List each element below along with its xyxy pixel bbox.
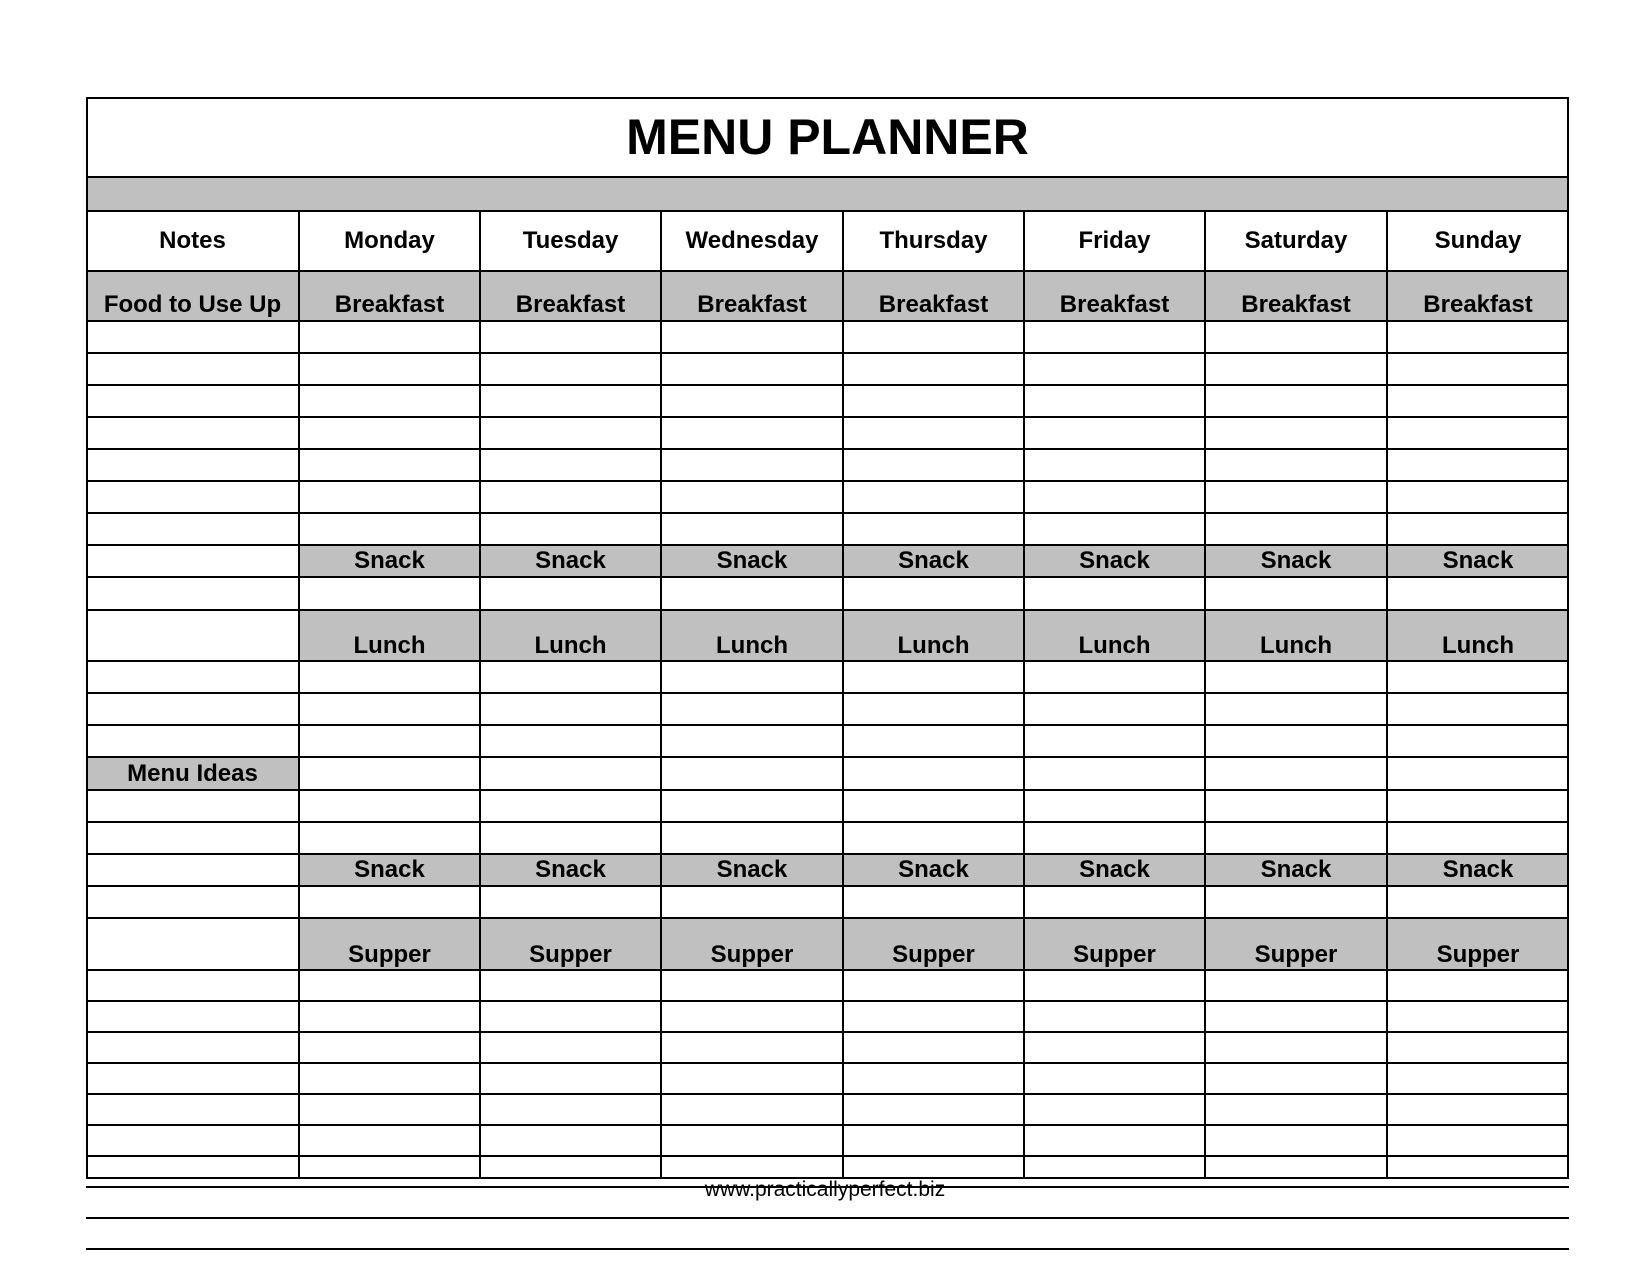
saturday-lunch-label: Lunch bbox=[1260, 632, 1332, 659]
saturday-supper-label: Supper bbox=[1254, 941, 1338, 968]
footer-url: www.practicallyperfect.biz bbox=[704, 1178, 946, 1201]
thursday-breakfast-label: Breakfast bbox=[878, 291, 989, 318]
grid-hline-32 bbox=[86, 1248, 1569, 1250]
grid-vline-5 bbox=[1023, 211, 1025, 1179]
notes-label-menu-ideas: Menu Ideas bbox=[127, 759, 258, 787]
tuesday-breakfast-label: Breakfast bbox=[515, 291, 626, 318]
monday-morning-snack-label: Snack bbox=[354, 547, 425, 574]
grid-hline-28 bbox=[86, 1124, 1569, 1126]
sunday-afternoon-snack-label: Snack bbox=[1442, 856, 1514, 883]
grid-hline-27 bbox=[86, 1093, 1569, 1095]
grid-hline-5 bbox=[86, 352, 1569, 354]
saturday-breakfast-label: Breakfast bbox=[1241, 291, 1351, 318]
grid-hline-24 bbox=[86, 1000, 1569, 1002]
thursday-lunch-label: Lunch bbox=[897, 632, 970, 659]
monday-afternoon-snack-label: Snack bbox=[354, 856, 425, 883]
wednesday-breakfast-label: Breakfast bbox=[697, 291, 807, 318]
grid-hline-25 bbox=[86, 1031, 1569, 1033]
grid-hline-9 bbox=[86, 480, 1569, 482]
column-header-thursday: Thursday bbox=[879, 227, 988, 254]
grid-hline-16 bbox=[86, 724, 1569, 726]
saturday-morning-snack-label: Snack bbox=[1260, 547, 1332, 574]
wednesday-supper-label: Supper bbox=[710, 941, 794, 968]
grid-hline-18 bbox=[86, 789, 1569, 791]
grid-hline-8 bbox=[86, 448, 1569, 450]
saturday-afternoon-snack-label: Snack bbox=[1260, 856, 1332, 883]
grid-vline-3 bbox=[660, 211, 662, 1179]
friday-afternoon-snack-label: Snack bbox=[1079, 856, 1150, 883]
column-header-friday: Friday bbox=[1078, 227, 1151, 254]
grid-hline-1 bbox=[86, 176, 1569, 178]
grid-hline-31 bbox=[86, 1217, 1569, 1219]
wednesday-afternoon-snack-label: Snack bbox=[716, 856, 788, 883]
grid-hline-26 bbox=[86, 1062, 1569, 1064]
column-header-notes: Notes bbox=[159, 227, 226, 254]
friday-morning-snack-label: Snack bbox=[1079, 547, 1150, 574]
page-title: MENU PLANNER bbox=[626, 109, 1029, 165]
column-header-monday: Monday bbox=[344, 227, 435, 254]
thursday-morning-snack-label: Snack bbox=[898, 547, 969, 574]
friday-lunch-label: Lunch bbox=[1078, 632, 1151, 659]
friday-breakfast-label: Breakfast bbox=[1059, 291, 1170, 318]
notes-label-food-to-use-up: Food to Use Up bbox=[103, 291, 282, 318]
tuesday-lunch-label: Lunch bbox=[534, 632, 607, 659]
sunday-supper-label: Supper bbox=[1436, 941, 1520, 968]
grid-vline-2 bbox=[479, 211, 481, 1179]
grid-hline-15 bbox=[86, 692, 1569, 694]
header-gray-band bbox=[86, 177, 1569, 211]
grid-border-top bbox=[86, 97, 1569, 99]
monday-lunch-label: Lunch bbox=[353, 632, 426, 659]
thursday-afternoon-snack-label: Snack bbox=[898, 856, 969, 883]
column-header-sunday: Sunday bbox=[1434, 227, 1522, 254]
sunday-morning-snack-label: Snack bbox=[1442, 547, 1514, 574]
grid-hline-10 bbox=[86, 512, 1569, 514]
tuesday-supper-label: Supper bbox=[529, 941, 612, 968]
grid-hline-19 bbox=[86, 821, 1569, 823]
wednesday-lunch-label: Lunch bbox=[716, 632, 788, 659]
menu-planner-grid bbox=[86, 97, 1569, 1179]
monday-breakfast-label: Breakfast bbox=[334, 291, 445, 318]
wednesday-morning-snack-label: Snack bbox=[716, 547, 788, 574]
grid-vline-1 bbox=[298, 211, 300, 1179]
grid-hline-7 bbox=[86, 416, 1569, 418]
grid-vline-4 bbox=[842, 211, 844, 1179]
grid-hline-29 bbox=[86, 1155, 1569, 1157]
tuesday-morning-snack-label: Snack bbox=[535, 547, 606, 574]
grid-vline-7 bbox=[1386, 211, 1388, 1179]
sunday-breakfast-label: Breakfast bbox=[1423, 291, 1533, 318]
grid-hline-6 bbox=[86, 384, 1569, 386]
tuesday-afternoon-snack-label: Snack bbox=[535, 856, 606, 883]
column-header-tuesday: Tuesday bbox=[522, 227, 619, 254]
grid-hline-17 bbox=[86, 756, 1569, 758]
friday-supper-label: Supper bbox=[1073, 941, 1156, 968]
column-header-saturday: Saturday bbox=[1244, 227, 1348, 254]
sunday-lunch-label: Lunch bbox=[1442, 632, 1514, 659]
column-header-wednesday: Wednesday bbox=[685, 227, 819, 254]
thursday-supper-label: Supper bbox=[892, 941, 975, 968]
grid-vline-6 bbox=[1204, 211, 1206, 1179]
monday-supper-label: Supper bbox=[348, 941, 431, 968]
